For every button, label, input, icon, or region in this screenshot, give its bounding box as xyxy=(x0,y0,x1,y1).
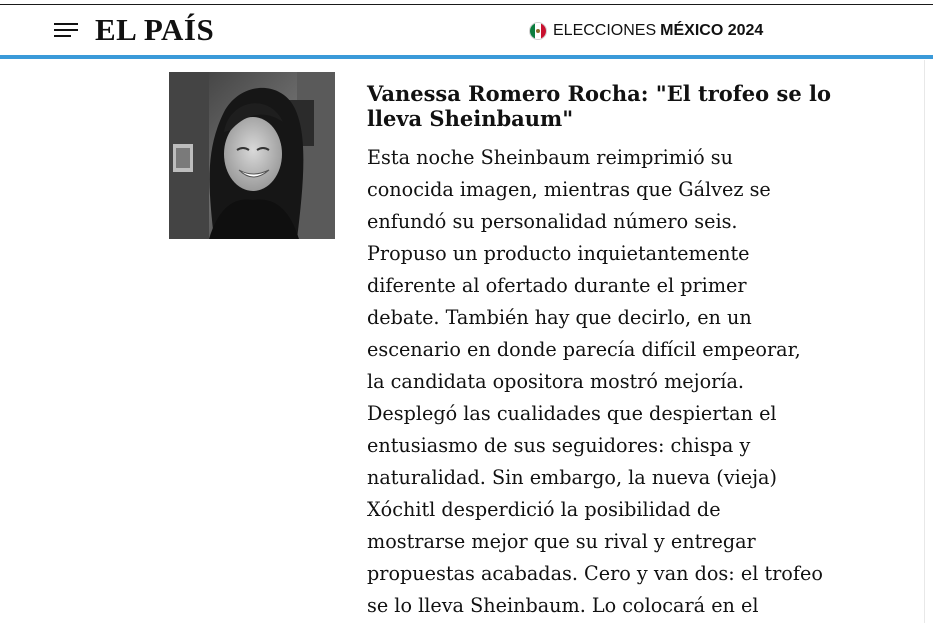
header-accent-bar xyxy=(0,55,933,59)
section-prefix: ELECCIONES xyxy=(553,22,657,39)
body-line: debate. También hay que decirlo, en un xyxy=(367,306,752,329)
site-header xyxy=(0,5,933,55)
site-logo[interactable]: EL PAÍS xyxy=(95,12,215,47)
article-title: Vanessa Romero Rocha: "El trofeo se lo lleva Sheinbaum" xyxy=(367,81,831,131)
body-line: enfundó su personalidad número seis. xyxy=(367,210,738,233)
hamburger-menu-icon[interactable] xyxy=(52,20,80,40)
body-line: propuestas acabadas. Cero y van dos: el trofeo xyxy=(367,562,823,585)
body-line: conocida imagen, mientras que Gálvez se xyxy=(367,178,771,201)
mexico-flag-icon xyxy=(529,22,547,40)
body-line: naturalidad. Sin embargo, la nueva (vieja) xyxy=(367,466,777,489)
body-line: diferente al ofertado durante el primer xyxy=(367,274,747,297)
section-link-elecciones-mexico[interactable] xyxy=(529,21,763,41)
body-line: escenario en donde parecía difícil empeorar, xyxy=(367,338,801,361)
page-scrollbar[interactable] xyxy=(924,60,933,623)
article-body xyxy=(367,142,837,622)
body-line: Propuso un producto inquietantemente xyxy=(367,242,750,265)
body-line: se lo lleva Sheinbaum. Lo colocará en el xyxy=(367,594,759,617)
body-line: la candidata opositora mostró mejoría. xyxy=(367,370,744,393)
body-line: Xóchitl desperdició la posibilidad de xyxy=(367,498,721,521)
body-line: entusiasmo de sus seguidores: chispa y xyxy=(367,434,751,457)
body-line: Desplegó las cualidades que despiertan el xyxy=(367,402,777,425)
body-line: mostrarse mejor que su rival y entregar xyxy=(367,530,756,553)
body-line: Esta noche Sheinbaum reimprimió su xyxy=(367,146,733,169)
section-emphasis: MÉXICO 2024 xyxy=(660,22,764,39)
author-portrait xyxy=(169,72,335,239)
